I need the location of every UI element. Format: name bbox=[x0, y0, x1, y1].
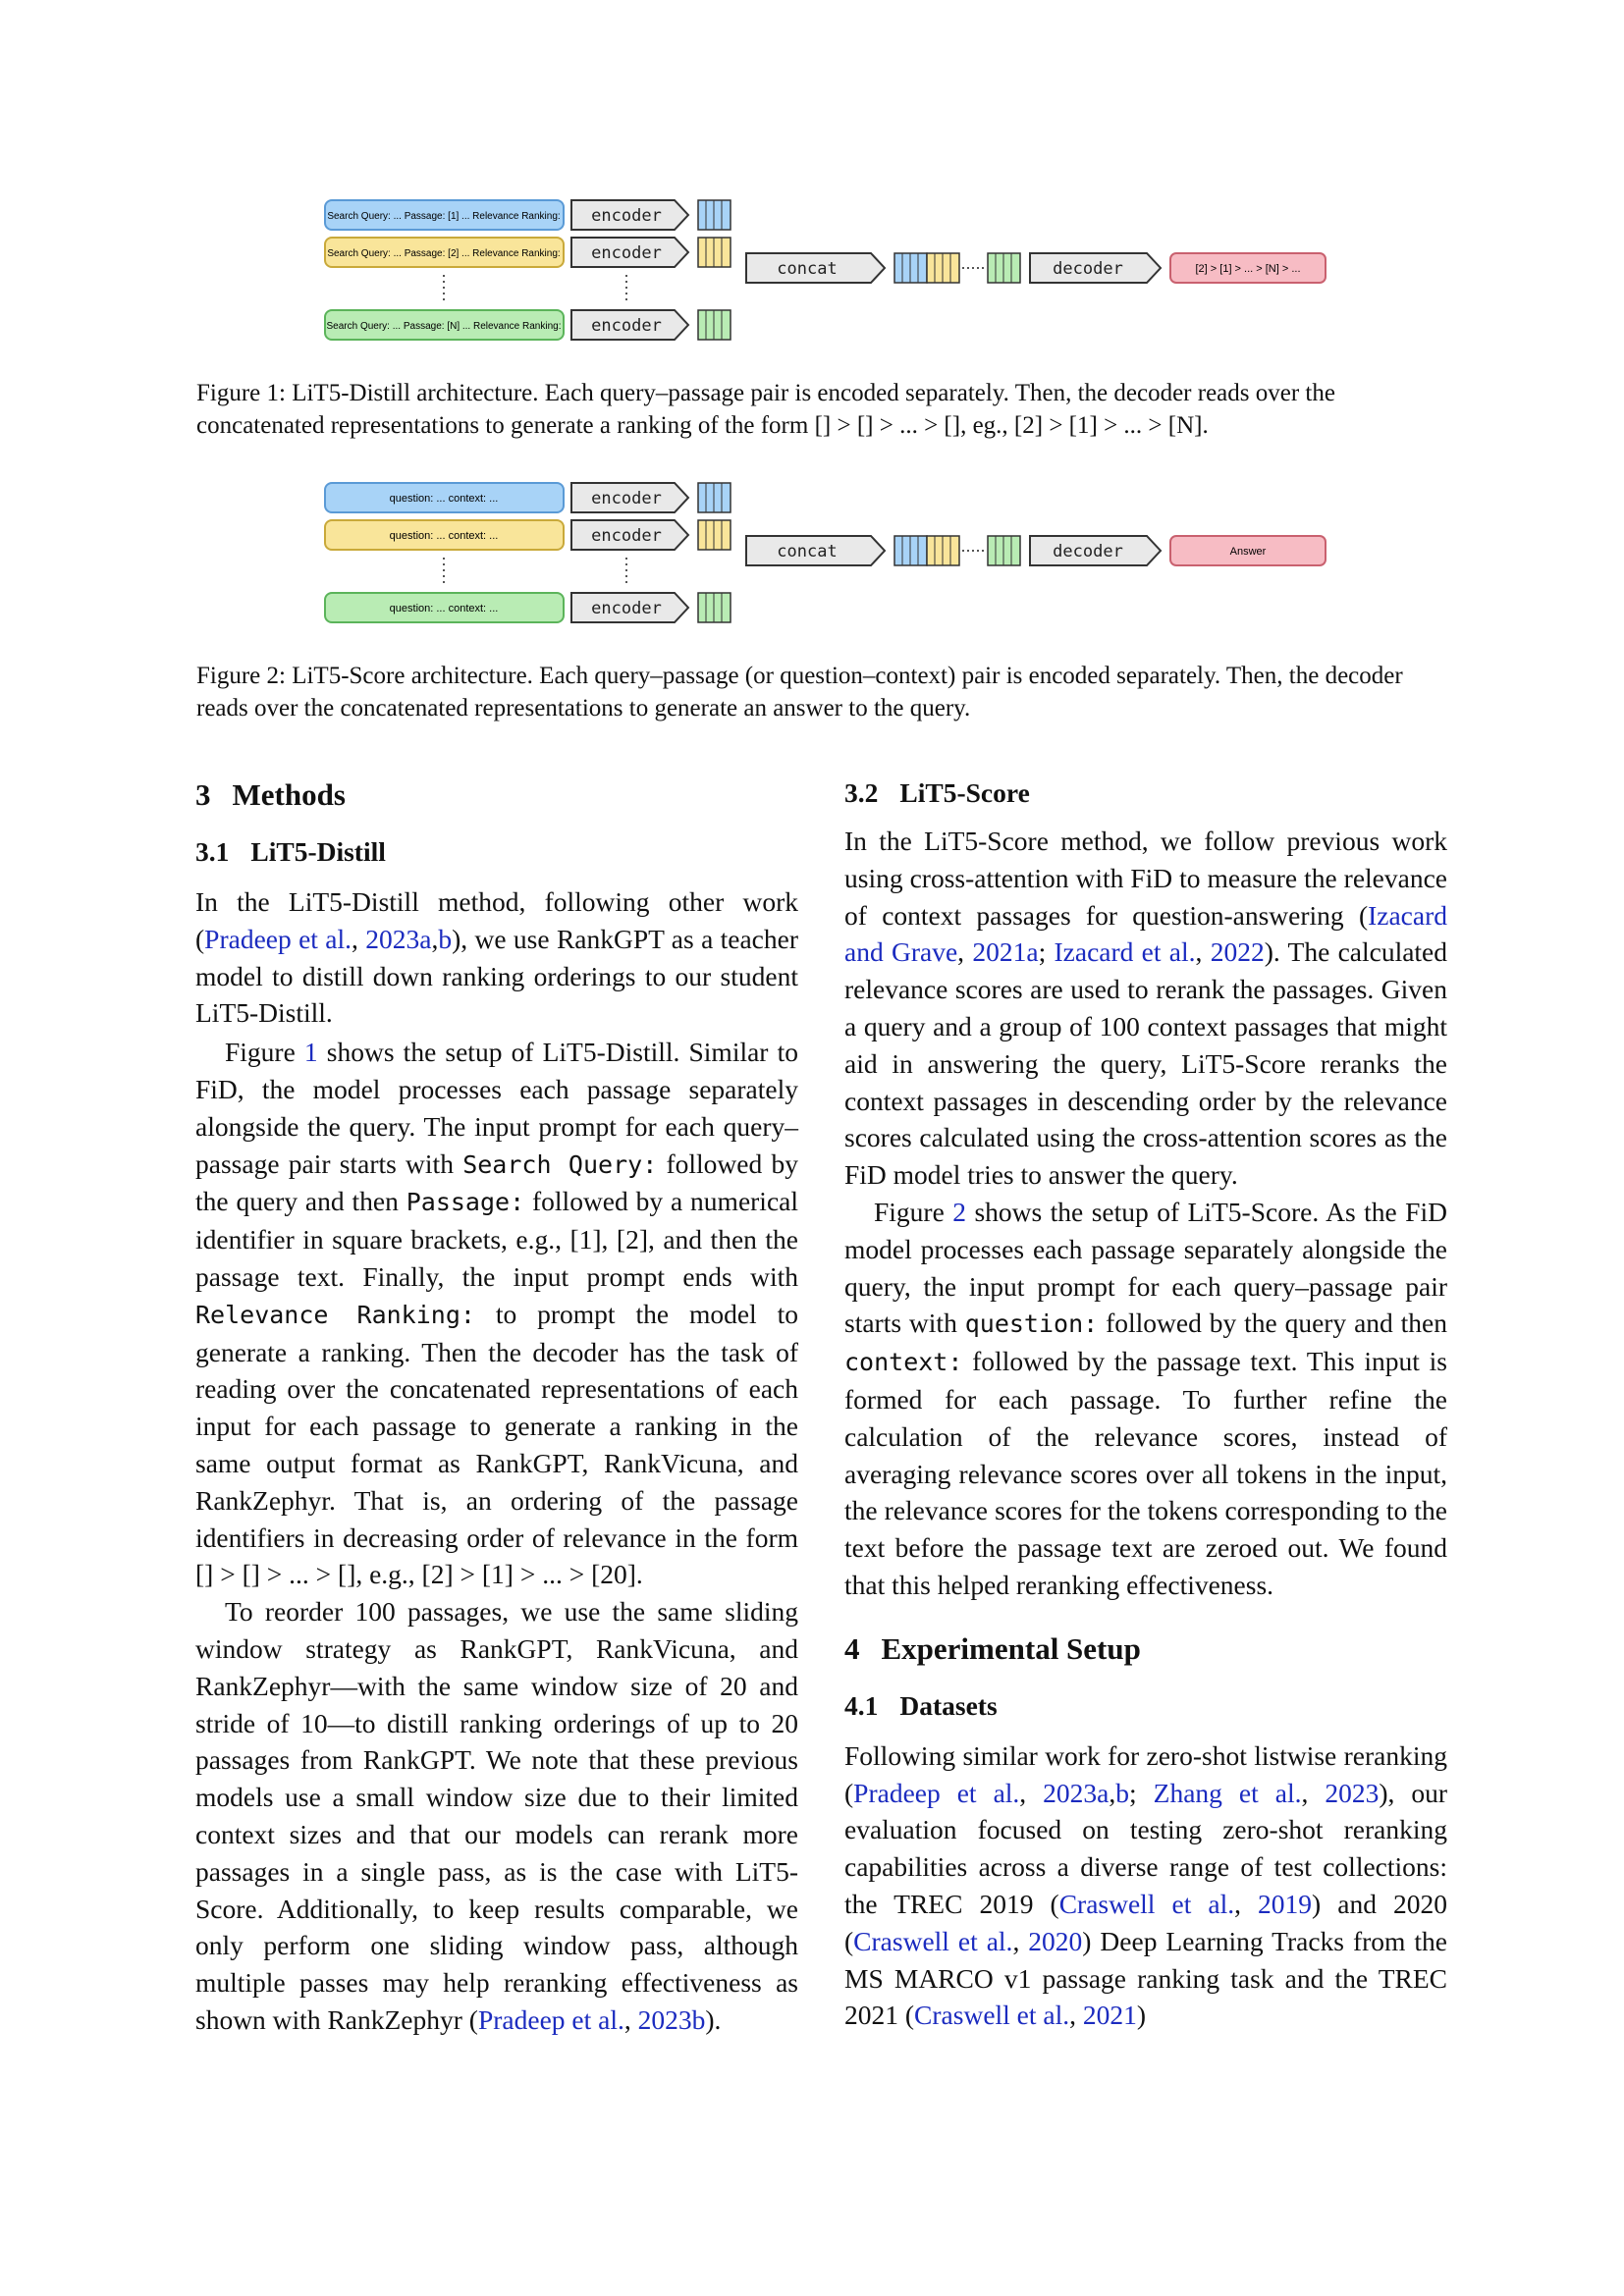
figure-2-input-1 bbox=[325, 483, 564, 512]
figure-1-caption: Figure 1: LiT5-Distill architecture. Each query–passage pair is encoded separately. Then, the decoder reads over the concatenated representations to generate a ranking of the form [] > [] > ... > [], eg., [2] > [1] > ... > [N]. bbox=[196, 380, 1335, 439]
citation-link[interactable]: 2023b bbox=[637, 2003, 706, 2035]
section-4-1-heading: 4.1 Datasets bbox=[844, 1689, 998, 1721]
code-span: Relevance Ranking: bbox=[195, 1300, 475, 1329]
figure-ref-link[interactable]: 2 bbox=[952, 1196, 966, 1227]
figure-1-concat bbox=[746, 253, 885, 283]
figure-1-encoder-3 bbox=[571, 310, 688, 340]
figure-2-input-2 bbox=[325, 520, 564, 550]
figure-2-tokens-yellow bbox=[698, 520, 731, 550]
citation-link[interactable]: 2020 bbox=[1028, 1925, 1083, 1956]
svg-text:concat: concat bbox=[777, 259, 838, 279]
citation-link[interactable]: 2023a bbox=[365, 923, 432, 954]
figure-1 bbox=[196, 192, 1443, 448]
citation-link[interactable]: Zhang et al. bbox=[1153, 1777, 1302, 1808]
svg-text:encoder: encoder bbox=[591, 316, 662, 336]
citation-link[interactable]: Craswell et al. bbox=[1058, 1888, 1235, 1919]
svg-text:decoder: decoder bbox=[1053, 259, 1123, 279]
paragraph-3-2-1: In the LiT5-Score method, we follow previous work using cross-attention with FiD to measure the relevance of context passages for question-answering (Izacard and Grave, 2021a; Izacard et al., 2022). The calculated relevance scores are used to rerank the passages. Given a query and a group of 100 context passages that might aid in answering the query, LiT5-Score reranks the context passages in descending order by the relevance scores calculated using the cross-attention scores as the FiD model tries to answer the query. bbox=[844, 826, 1448, 1191]
figure-2-tokens-blue bbox=[698, 483, 731, 512]
right-column bbox=[844, 775, 1447, 2034]
figure-1-diagram bbox=[324, 192, 1355, 359]
citation-link[interactable]: 2019 bbox=[1258, 1888, 1313, 1919]
figure-1-input-1 bbox=[325, 200, 564, 230]
paragraph-3-1-3: To reorder 100 passages, we use the same sliding window strategy as RankGPT, RankVicuna, and RankZephyr—with the same window size of 20 and stride of 10—to distill ranking orderings of up to 20 passages from RankGPT. We note that these previous models use a small window size due to their limited context sizes and that our models can rerank more passages in a single pass, as is the case with LiT5-Score. Additionally, to keep results comparable, we only perform one sliding window pass, although multiple passes may help reranking effectiveness as shown with RankZephyr (Pradeep et al., 2023b). bbox=[195, 1596, 798, 2035]
svg-text:encoder: encoder bbox=[591, 206, 662, 226]
svg-text:question: ... context: ...: question: ... context: ... bbox=[389, 603, 499, 614]
citation-link[interactable]: Craswell et al. bbox=[853, 1925, 1013, 1956]
figure-1-encoder-1 bbox=[571, 200, 688, 230]
figure-2-encoder-3 bbox=[571, 593, 688, 622]
svg-text:Search Query: ... Passage: [N]: Search Query: ... Passage: [N] ... Relevance Ranking: bbox=[326, 321, 562, 332]
citation-link[interactable]: Pradeep et al. bbox=[204, 923, 352, 954]
figure-1-tokens-blue bbox=[698, 200, 731, 230]
svg-text:encoder: encoder bbox=[591, 489, 662, 508]
figure-1-concat-tokens bbox=[894, 253, 1020, 283]
code-span: Search Query: bbox=[462, 1149, 658, 1179]
citation-link[interactable]: Pradeep et al. bbox=[477, 2003, 624, 2035]
figure-ref-link[interactable]: 1 bbox=[303, 1037, 318, 1068]
figure-1-output bbox=[1170, 253, 1326, 283]
left-column bbox=[195, 775, 798, 2039]
svg-text:Search Query: ... Passage: [2]: Search Query: ... Passage: [2] ... Relevance Ranking: bbox=[327, 248, 561, 259]
svg-text:decoder: decoder bbox=[1053, 542, 1123, 561]
citation-link[interactable]: 2021 bbox=[1082, 2000, 1137, 2031]
citation-link[interactable]: Craswell et al. bbox=[914, 2000, 1070, 2031]
figure-1-encoder-2 bbox=[571, 238, 688, 267]
citation-link[interactable]: b bbox=[1115, 1777, 1130, 1808]
figure-1-input-2 bbox=[325, 238, 564, 267]
svg-text:[2] > [1] > ... > [N] > ...: [2] > [1] > ... > [N] > ... bbox=[1195, 263, 1301, 275]
figure-2-encoder-1 bbox=[571, 483, 688, 512]
figure-1-decoder bbox=[1030, 253, 1161, 283]
citation-link[interactable]: b bbox=[438, 923, 453, 954]
citation-link[interactable]: 2023 bbox=[1325, 1777, 1380, 1808]
paragraph-3-2-2: Figure 2 shows the setup of LiT5-Score. As the FiD model processes each passage separately alongside the query, the input prompt for each query–passage pair starts with question: followed by the query and then context: followed by the passage text. This input is formed for each passage. To further refine the calculation of the relevance scores, instead of averaging relevance scores over all tokens in the input, the relevance scores for the tokens corresponding to the text before the passage text are zeroed out. We found that this helped reranking effectiveness. bbox=[844, 1196, 1447, 1600]
citation-link[interactable]: 2022 bbox=[1210, 936, 1265, 968]
figure-2-input-3 bbox=[325, 593, 564, 622]
section-3-heading: 3 Methods bbox=[195, 777, 346, 812]
citation-link[interactable]: Pradeep et al. bbox=[853, 1777, 1020, 1808]
citation-link[interactable]: Izacard and Grave bbox=[844, 899, 1447, 968]
figure-2-decoder bbox=[1030, 536, 1161, 565]
svg-text:Answer: Answer bbox=[1229, 546, 1267, 558]
figure-2 bbox=[196, 475, 1443, 730]
figure-2-concat bbox=[746, 536, 885, 565]
code-span: Passage: bbox=[406, 1188, 525, 1217]
svg-text:encoder: encoder bbox=[591, 526, 662, 546]
svg-text:Search Query: ... Passage: [1]: Search Query: ... Passage: [1] ... Relevance Ranking: bbox=[327, 211, 561, 222]
citation-link[interactable]: Izacard et al. bbox=[1054, 936, 1196, 968]
svg-text:encoder: encoder bbox=[591, 243, 662, 263]
citation-link[interactable]: 2023a bbox=[1043, 1777, 1110, 1808]
section-3-1-heading: 3.1 LiT5-Distill bbox=[195, 836, 386, 867]
svg-text:question: ... context: ...: question: ... context: ... bbox=[389, 493, 499, 505]
figure-1-tokens-yellow bbox=[698, 238, 731, 267]
svg-text:concat: concat bbox=[777, 542, 838, 561]
figure-1-tokens-green bbox=[698, 310, 731, 340]
figure-2-concat-tokens bbox=[894, 536, 1020, 565]
figure-2-output bbox=[1170, 536, 1326, 565]
section-4-heading: 4 Experimental Setup bbox=[844, 1630, 1141, 1666]
figure-1-input-3 bbox=[325, 310, 564, 340]
section-3-2-heading: 3.2 LiT5-Score bbox=[844, 777, 1030, 808]
figure-2-encoder-2 bbox=[571, 520, 688, 550]
figure-2-caption: Figure 2: LiT5-Score architecture. Each query–passage (or question–context) pair is encoded separately. Then, the decoder reads over the concatenated representations to generate an answer to the query. bbox=[196, 663, 1403, 721]
figure-2-diagram bbox=[324, 475, 1355, 642]
figure-2-tokens-green bbox=[698, 593, 731, 622]
svg-text:encoder: encoder bbox=[591, 599, 662, 618]
citation-link[interactable]: 2021a bbox=[972, 936, 1039, 968]
svg-text:question: ... context: ...: question: ... context: ... bbox=[389, 530, 499, 542]
paragraph-4-1-1: Following similar work for zero-shot listwise reranking (Pradeep et al., 2023a,b; Zhang et al., 2023), our evaluation focused on testing zero-shot reranking capabilities across a diverse range of test collections: the TREC 2019 (Craswell et al., 2019) and 2020 (Craswell et al., 2020) Deep Learning Tracks from the MS MARCO v1 passage ranking task and the TREC 2021 (Craswell et al., 2021) bbox=[844, 1739, 1448, 2031]
paragraph-3-1-1: In the LiT5-Distill method, following other work (Pradeep et al., 2023a,b), we use RankGPT as a teacher model to distill down ranking orderings to our student LiT5-Distill. bbox=[195, 886, 798, 1029]
paragraph-3-1-2: Figure 1 shows the setup of LiT5-Distill. Similar to FiD, the model processes each passage separately alongside the query. The input prompt for each query–passage pair starts with Search Query: followed by the query and then Passage: followed by a numerical identifier in square brackets, e.g., [1], [2], and then the passage text. Finally, the input prompt ends with Relevance Ranking: to prompt the model to generate a ranking. Then the decoder has the task of reading over the concatenated representations of each input for each passage to generate a ranking in the same output format as RankGPT, RankVicuna, and RankZephyr. That is, an ordering of the passage identifiers in decreasing order of relevance in the form [] > [] > ... > [], e.g., [2] > [1] > ... > [20]. bbox=[195, 1037, 798, 1590]
code-span: question: bbox=[964, 1309, 1099, 1339]
code-span: context: bbox=[844, 1348, 963, 1377]
